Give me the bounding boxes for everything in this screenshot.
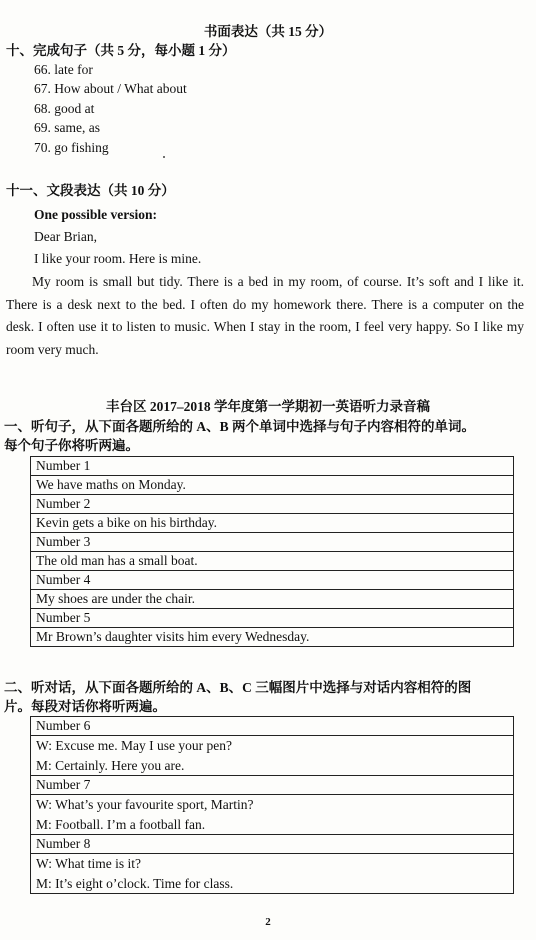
part-2-instruction-line-1: 二、听对话，从下面各题所给的 A、B、C 三幅图片中选择与对话内容相符的图 [4, 680, 472, 695]
scan-speck [163, 156, 165, 158]
item-number-2: Number 2 [31, 495, 514, 514]
item-text-5: Mr Brown’s daughter visits him every Wednesday. [31, 628, 514, 647]
item-number-3: Number 3 [31, 533, 514, 552]
dialogue-number-8: Number 8 [31, 835, 514, 854]
dialogue-7-m: M: Football. I’m a football fan. [36, 816, 206, 832]
item-text-1: We have maths on Monday. [31, 476, 514, 495]
item-number-4: Number 4 [31, 571, 514, 590]
item-text-4: My shoes are under the chair. [31, 590, 514, 609]
letter-line-1: I like your room. Here is mine. [34, 251, 202, 266]
written-expression-heading: 书面表达（共 15 分） [203, 24, 333, 39]
part-1-instruction-line-1: 一、听句子，从下面各题所给的 A、B 两个单词中选择与句子内容相符的单词。 [4, 419, 476, 434]
version-label: One possible version: [34, 207, 158, 222]
item-number-1: Number 1 [31, 457, 514, 476]
letter-paragraph: My room is small but tidy. There is a bed in my room, of course. It’s soft and I like it. There is a desk next to the bed. I often do my homework there. There is a computer on the desk. I often use it to listen to music. When I stay in the room, I feel very happy. So I like my room very much. [6, 274, 524, 357]
part-2-instruction-line-2: 片。每段对话你将听两遍。 [4, 699, 166, 714]
section-11-title: 十一、文段表达（共 10 分） [6, 183, 175, 198]
part-1-script-table [30, 456, 514, 647]
dialogue-6-m: M: Certainly. Here you are. [36, 757, 185, 773]
dialogue-8-m: M: It’s eight o’clock. Time for class. [36, 875, 234, 891]
dialogue-7-w: W: What’s your favourite sport, Martin? [36, 797, 254, 812]
dialogue-number-7: Number 7 [31, 776, 514, 795]
answer-67: 67. How about / What about [34, 81, 187, 96]
item-number-5: Number 5 [31, 609, 514, 628]
dialogue-8 [31, 854, 514, 894]
answer-70: 70. go fishing [34, 140, 109, 155]
answer-68: 68. good at [34, 101, 95, 116]
letter-greeting: Dear Brian, [34, 229, 97, 244]
dialogue-6-w: W: Excuse me. May I use your pen? [36, 738, 232, 753]
part-1-instruction-line-2: 每个句子你将听两遍。 [4, 438, 139, 453]
dialogue-6 [31, 736, 514, 776]
dialogue-7 [31, 795, 514, 835]
item-text-2: Kevin gets a bike on his birthday. [31, 514, 514, 533]
item-text-3: The old man has a small boat. [31, 552, 514, 571]
section-10-title: 十、完成句子（共 5 分，每小题 1 分） [6, 43, 236, 58]
dialogue-8-w: W: What time is it? [36, 856, 141, 871]
dialogue-number-6: Number 6 [31, 717, 514, 736]
page-number: 2 [265, 916, 271, 928]
listening-script-title: 丰台区 2017–2018 学年度第一学期初一英语听力录音稿 [106, 399, 430, 414]
part-2-script-table [30, 716, 514, 894]
answer-69: 69. same, as [34, 120, 100, 135]
answer-66: 66. late for [34, 62, 93, 77]
